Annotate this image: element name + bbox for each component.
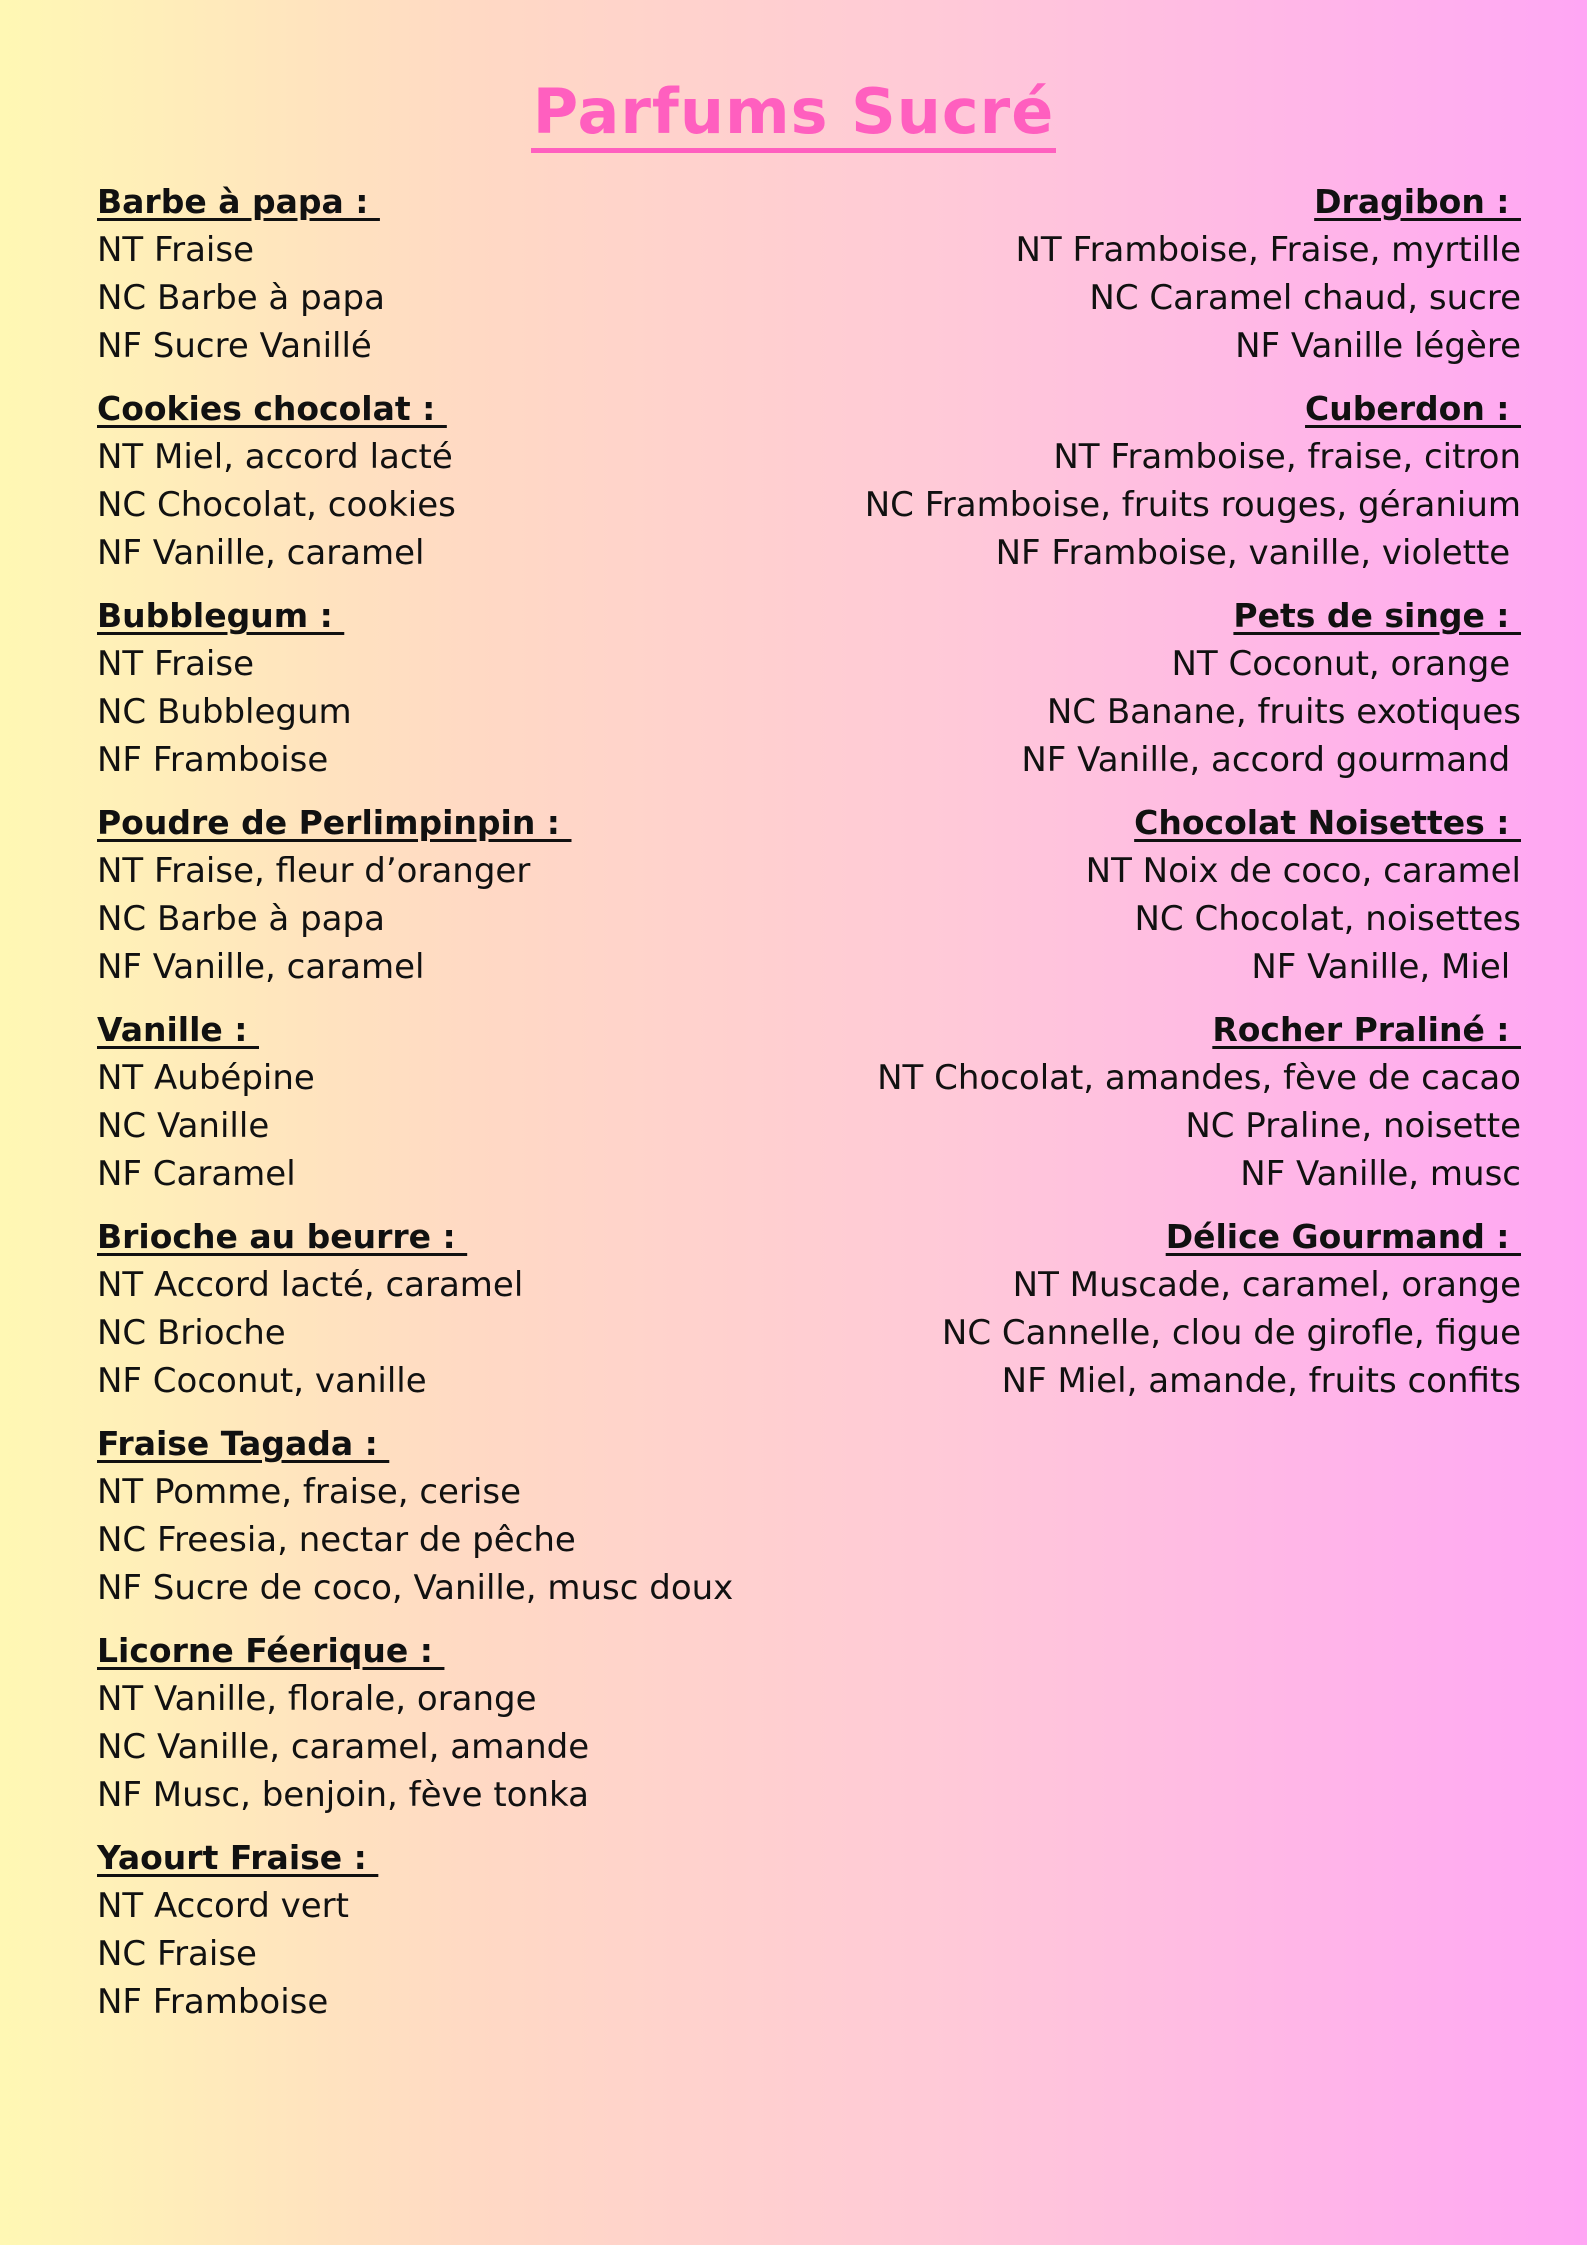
perfume-note: NT Muscade, caramel, orange [1012,1265,1521,1305]
perfume-note: NC Chocolat, noisettes [1134,899,1521,939]
perfume-name: Barbe à papa : [97,182,380,221]
perfume-name: Brioche au beurre : [97,1217,468,1256]
perfume-entry [761,385,1521,577]
perfume-note: NF Framboise [97,740,329,780]
perfume-note: NF Coconut, vanille [97,1361,427,1401]
perfume-name: Dragibon : [1314,182,1521,221]
perfume-note: NC Fraise [97,1934,257,1974]
perfume-note: NF Miel, amande, fruits confits [1001,1361,1521,1401]
perfume-note: NC Brioche [97,1313,286,1353]
perfume-entry [97,1213,817,1405]
perfume-entry [97,1627,817,1819]
perfume-name: Délice Gourmand : [1165,1217,1521,1256]
perfume-note: NC Praline, noisette [1185,1106,1521,1146]
perfume-entry [761,178,1521,370]
right-column [761,178,1521,1420]
perfume-note: NF Sucre de coco, Vanille, musc doux [97,1568,734,1608]
perfume-entry [97,178,817,370]
perfume-note: NF Sucre Vanillé [97,326,372,366]
perfume-note: NF Vanille, musc [1240,1154,1521,1194]
perfume-note: NC Bubblegum [97,692,352,732]
perfume-name: Pets de singe : [1233,596,1521,635]
perfume-note: NC Barbe à papa [97,899,385,939]
perfume-note: NC Banane, fruits exotiques [1046,692,1521,732]
perfume-entry [761,592,1521,784]
perfume-note: NF Vanille légère [1235,326,1521,366]
perfume-name: Licorne Féerique : [97,1631,445,1670]
perfume-entry [761,1213,1521,1405]
perfume-note: NC Caramel chaud, sucre [1089,278,1521,318]
perfume-note: NT Coconut, orange [1171,644,1521,684]
perfume-note: NF Framboise [97,1982,329,2022]
perfume-note: NT Fraise [97,230,254,270]
page-title [0,70,1587,154]
perfume-note: NF Framboise, vanille, violette [995,533,1521,573]
perfume-note: NT Vanille, florale, orange [97,1679,537,1719]
perfume-note: NC Vanille [97,1106,270,1146]
perfume-note: NF Vanille, caramel [97,533,425,573]
perfume-note: NC Chocolat, cookies [97,485,456,525]
perfume-note: NT Accord lacté, caramel [97,1265,524,1305]
perfume-name: Chocolat Noisettes : [1134,803,1521,842]
perfume-entry [97,592,817,784]
perfume-name: Cookies chocolat : [97,389,447,428]
perfume-note: NT Aubépine [97,1058,315,1098]
perfume-note: NC Vanille, caramel, amande [97,1727,590,1767]
perfume-name: Cuberdon : [1305,389,1521,428]
perfume-name: Poudre de Perlimpinpin : [97,803,572,842]
perfume-note: NC Framboise, fruits rouges, géranium [864,485,1521,525]
perfume-note: NC Cannelle, clou de girofle, figue [941,1313,1521,1353]
perfume-note: NT Fraise, fleur d’oranger [97,851,531,891]
perfume-note: NF Caramel [97,1154,296,1194]
perfume-entry [97,1834,817,2026]
perfume-note: NT Miel, accord lacté [97,437,453,477]
perfume-name: Yaourt Fraise : [97,1838,379,1877]
perfume-note: NF Musc, benjoin, fève tonka [97,1775,589,1815]
perfume-entry [97,1006,817,1198]
perfume-entry [97,1420,817,1612]
perfume-note: NF Vanille, caramel [97,947,425,987]
perfume-name: Fraise Tagada : [97,1424,390,1463]
perfume-name: Vanille : [97,1010,259,1049]
perfume-note: NC Freesia, nectar de pêche [97,1520,576,1560]
left-column [97,178,817,2041]
perfume-note: NT Framboise, Fraise, myrtille [1015,230,1521,270]
page-title-text: Parfums Sucré [531,75,1057,153]
perfume-note: NC Barbe à papa [97,278,385,318]
perfume-name: Bubblegum : [97,596,345,635]
perfume-note: NF Vanille, accord gourmand [1021,740,1521,780]
perfume-entry [761,799,1521,991]
perfume-note: NF Vanille, Miel [1251,947,1521,987]
perfume-entry [97,385,817,577]
perfume-note: NT Fraise [97,644,254,684]
perfume-note: NT Chocolat, amandes, fève de cacao [877,1058,1521,1098]
perfume-entry [761,1006,1521,1198]
perfume-name: Rocher Praliné : [1212,1010,1521,1049]
perfume-note: NT Framboise, fraise, citron [1053,437,1521,477]
perfume-note: NT Accord vert [97,1886,349,1926]
perfume-note: NT Noix de coco, caramel [1085,851,1521,891]
perfume-note: NT Pomme, fraise, cerise [97,1472,522,1512]
perfume-entry [97,799,817,991]
